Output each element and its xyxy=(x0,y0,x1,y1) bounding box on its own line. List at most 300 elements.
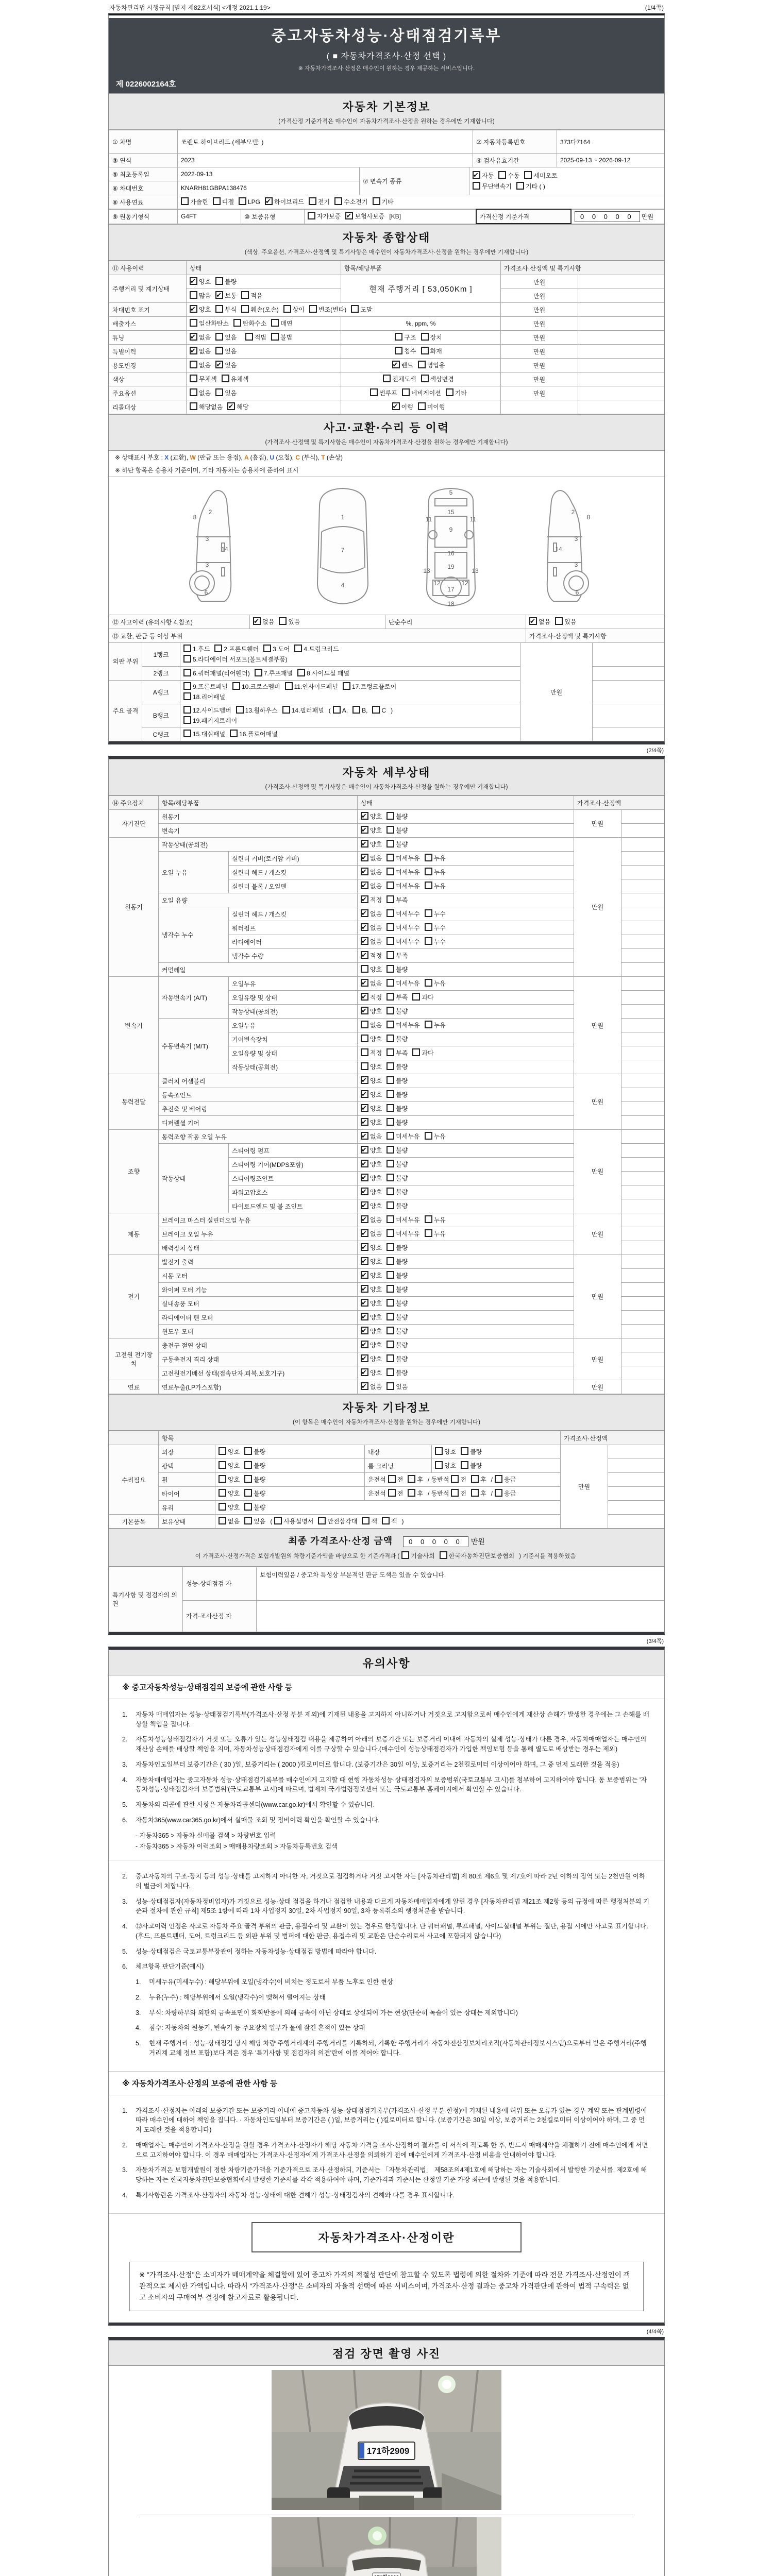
checkbox-option xyxy=(294,644,339,654)
checkbox[interactable] xyxy=(386,1285,394,1293)
checkbox-option xyxy=(352,705,367,716)
checkbox[interactable] xyxy=(318,1517,326,1524)
checkbox[interactable] xyxy=(362,1517,369,1524)
checkbox[interactable] xyxy=(219,1475,226,1483)
checkbox[interactable] xyxy=(383,375,391,382)
checkbox[interactable] xyxy=(274,1517,282,1524)
checkbox[interactable] xyxy=(425,868,432,875)
checkbox-label: 불량 xyxy=(396,1258,408,1266)
part-number: 12 xyxy=(461,580,468,587)
checkbox[interactable] xyxy=(386,1035,394,1042)
checkbox[interactable] xyxy=(190,291,197,299)
checkbox[interactable] xyxy=(345,212,353,219)
checkbox[interactable] xyxy=(386,937,394,945)
checkbox[interactable] xyxy=(386,1007,394,1014)
checkbox[interactable] xyxy=(282,706,290,714)
checkbox[interactable] xyxy=(361,1007,368,1014)
checkbox[interactable] xyxy=(395,347,402,354)
checkbox[interactable] xyxy=(402,388,410,396)
checkbox[interactable] xyxy=(529,617,537,625)
checkbox-label: 미세누유 xyxy=(396,980,420,988)
checkbox[interactable] xyxy=(190,402,197,410)
checkbox[interactable] xyxy=(183,645,191,652)
rank-label: 2랭크 xyxy=(142,666,180,680)
checkbox[interactable] xyxy=(392,402,400,410)
checkbox[interactable] xyxy=(386,1188,394,1195)
checkbox[interactable] xyxy=(361,951,368,959)
text-token: / xyxy=(491,1490,493,1498)
checkbox-label: 불량 xyxy=(470,1448,482,1456)
checkbox[interactable] xyxy=(386,854,394,861)
accident-history-label: ⑫ 사고이력 (유의사항 4.참조) xyxy=(109,615,250,629)
table-row xyxy=(109,1445,664,1459)
checkbox[interactable] xyxy=(361,1160,368,1167)
price-cell: 만원 xyxy=(501,386,578,400)
checkbox[interactable] xyxy=(244,1503,252,1511)
checkbox-option xyxy=(386,1104,408,1114)
price-note-cell xyxy=(593,680,664,704)
checkbox[interactable] xyxy=(361,1118,368,1126)
checkbox[interactable] xyxy=(215,333,223,341)
checkbox[interactable] xyxy=(524,171,532,179)
item-label: 광택 xyxy=(159,1459,215,1473)
checkbox[interactable] xyxy=(244,1489,252,1497)
checkbox-option xyxy=(190,277,211,287)
checkbox[interactable] xyxy=(244,1517,252,1524)
checkbox[interactable] xyxy=(395,333,402,341)
checkbox-label: 전 xyxy=(397,1476,404,1484)
checkbox-option xyxy=(451,1488,466,1499)
section-subtitle: (가격조사·산정액 및 특기사항은 매수인이 자동차가격조사·산정을 원하는 경우에만 기재합니다) xyxy=(265,784,508,791)
checkbox[interactable] xyxy=(361,937,368,945)
checkbox[interactable] xyxy=(215,291,223,299)
checkbox[interactable] xyxy=(361,909,368,917)
checkbox[interactable] xyxy=(215,388,223,396)
checkbox[interactable] xyxy=(361,1090,368,1098)
checkbox[interactable] xyxy=(446,388,453,396)
checkbox[interactable] xyxy=(473,182,480,190)
checkbox-option xyxy=(215,360,237,370)
price-note-cell xyxy=(621,1227,664,1241)
caution-item xyxy=(122,1897,651,1917)
checkbox[interactable] xyxy=(253,617,261,625)
checkbox[interactable] xyxy=(222,375,229,382)
checkbox-label: 없음 xyxy=(370,883,382,890)
checkbox[interactable] xyxy=(215,361,223,368)
checkbox[interactable] xyxy=(425,1132,432,1140)
checkbox[interactable] xyxy=(183,716,191,724)
checkbox-option xyxy=(214,644,259,654)
state-cell xyxy=(358,1199,574,1213)
checkbox[interactable] xyxy=(361,895,368,903)
checkbox[interactable] xyxy=(425,937,432,945)
checkbox[interactable] xyxy=(215,305,223,313)
checkbox[interactable] xyxy=(370,388,378,396)
checkbox[interactable] xyxy=(361,1146,368,1154)
checkbox[interactable] xyxy=(361,1313,368,1320)
checkbox-option xyxy=(361,1368,382,1378)
checkbox[interactable] xyxy=(244,1461,252,1469)
vin-value: KNARH81GBPA138476 xyxy=(178,181,360,195)
checkbox[interactable] xyxy=(361,1354,368,1362)
checkbox-label: 불량 xyxy=(396,1244,408,1252)
checkbox[interactable] xyxy=(412,1048,420,1056)
checkbox[interactable] xyxy=(373,197,380,205)
checkbox[interactable] xyxy=(386,1048,394,1056)
checkbox[interactable] xyxy=(255,669,262,676)
item-cell xyxy=(341,331,501,345)
checkbox[interactable] xyxy=(473,171,480,179)
checkbox[interactable] xyxy=(361,826,368,834)
checkbox[interactable] xyxy=(297,669,305,676)
checkbox-label: 불량 xyxy=(396,1300,408,1308)
checkbox[interactable] xyxy=(190,333,197,341)
checkbox[interactable] xyxy=(386,1118,394,1126)
price-note-cell xyxy=(621,977,664,991)
device-label: 자기진단 xyxy=(109,810,159,838)
checkbox[interactable] xyxy=(361,1229,368,1237)
checkbox[interactable] xyxy=(361,812,368,820)
checkbox[interactable] xyxy=(190,319,197,327)
checkbox[interactable] xyxy=(386,993,394,1001)
checkbox[interactable] xyxy=(361,1382,368,1390)
checkbox-option xyxy=(361,825,382,836)
price-note-cell xyxy=(621,1283,664,1297)
sub-item-label: 실린더 커버(로커암 커버) xyxy=(229,852,358,866)
final-price-note xyxy=(109,1551,664,1562)
checkbox[interactable] xyxy=(425,882,432,889)
checkbox[interactable] xyxy=(352,706,360,714)
item-label: 고전원전기배선 상태(접속단자,피복,보호기구) xyxy=(159,1366,358,1380)
text-token: ( xyxy=(270,1518,273,1526)
checkbox[interactable] xyxy=(361,1285,368,1293)
table-row xyxy=(109,977,664,991)
caution-section-2-title: ※ 자동차가격조사·산정의 보증에 관한 사항 등 xyxy=(109,2071,664,2095)
checkbox-option xyxy=(244,1447,265,1457)
checkbox[interactable] xyxy=(361,1076,368,1084)
checkbox[interactable] xyxy=(263,645,271,652)
state-cell xyxy=(358,1060,574,1074)
checkbox[interactable] xyxy=(183,669,191,676)
checkbox[interactable] xyxy=(386,1243,394,1251)
checkbox[interactable] xyxy=(361,882,368,889)
checkbox-option xyxy=(297,668,349,679)
field-label: ⑨ 원동기형식 xyxy=(109,209,178,224)
checkbox[interactable] xyxy=(361,1215,368,1223)
checkbox[interactable] xyxy=(361,1299,368,1307)
checkbox[interactable] xyxy=(386,1354,394,1362)
checkbox[interactable] xyxy=(361,1174,368,1181)
checkbox[interactable] xyxy=(425,979,432,987)
checkbox-option xyxy=(386,951,408,961)
checkbox[interactable] xyxy=(361,1021,368,1028)
checkbox[interactable] xyxy=(361,1048,368,1056)
checkbox[interactable] xyxy=(386,1257,394,1265)
caution-item-number: 1. xyxy=(122,1710,128,1718)
checkbox[interactable] xyxy=(425,1229,432,1237)
checkbox[interactable] xyxy=(386,1215,394,1223)
checkbox[interactable] xyxy=(425,1021,432,1028)
checkbox[interactable] xyxy=(351,305,359,313)
checkbox[interactable] xyxy=(516,182,524,190)
checkbox[interactable] xyxy=(361,868,368,875)
checkbox[interactable] xyxy=(418,361,426,368)
checkbox[interactable] xyxy=(233,319,241,327)
checkbox[interactable] xyxy=(421,375,429,382)
checkbox[interactable] xyxy=(495,1489,502,1497)
table-row xyxy=(109,1380,664,1394)
checkbox[interactable] xyxy=(386,868,394,875)
checkbox[interactable] xyxy=(386,1132,394,1140)
checkbox[interactable] xyxy=(388,1475,396,1483)
checkbox[interactable] xyxy=(361,993,368,1001)
checkbox[interactable] xyxy=(219,1461,226,1469)
checkbox[interactable] xyxy=(471,1489,479,1497)
checkbox[interactable] xyxy=(425,1215,432,1223)
checkbox[interactable] xyxy=(333,706,341,714)
checkbox[interactable] xyxy=(451,1475,459,1483)
caution-item-number: 5. xyxy=(122,1947,128,1955)
checkbox[interactable] xyxy=(190,375,197,382)
checkbox[interactable] xyxy=(215,347,223,354)
checkbox-label: 불량 xyxy=(396,1063,408,1071)
photo-rear-svg xyxy=(272,2517,501,2576)
checkbox[interactable] xyxy=(386,840,394,848)
checkbox[interactable] xyxy=(230,730,238,737)
checkbox-option xyxy=(333,705,348,716)
checkbox[interactable] xyxy=(271,333,279,341)
checkbox[interactable] xyxy=(361,854,368,861)
checkbox[interactable] xyxy=(244,1475,252,1483)
checkbox[interactable] xyxy=(361,1062,368,1070)
checkbox[interactable] xyxy=(213,197,221,205)
state-cell xyxy=(187,289,341,303)
checkbox[interactable] xyxy=(283,305,291,313)
checkbox[interactable] xyxy=(227,402,235,410)
checkbox[interactable] xyxy=(361,1327,368,1334)
caution-item-number: 2. xyxy=(122,2141,128,2149)
part-number: 4 xyxy=(341,582,345,589)
checkbox[interactable] xyxy=(386,1368,394,1376)
checkbox[interactable] xyxy=(421,333,429,341)
checkbox[interactable] xyxy=(401,1551,409,1559)
checkbox[interactable] xyxy=(245,333,253,341)
checkbox-option xyxy=(386,1382,408,1392)
photo-rear-underside xyxy=(272,2517,501,2576)
checkbox[interactable] xyxy=(386,979,394,987)
checkbox[interactable] xyxy=(440,1551,447,1559)
checkbox[interactable] xyxy=(215,277,223,285)
state-cell xyxy=(358,838,574,852)
checkbox[interactable] xyxy=(392,361,400,368)
checkbox-label: 불법 xyxy=(280,333,293,341)
checkbox[interactable] xyxy=(309,197,316,205)
col-header-price: 가격조사·산정액 xyxy=(561,1431,664,1445)
section-title: 자동차 세부상태 xyxy=(342,766,431,779)
checkbox[interactable] xyxy=(294,645,302,652)
checkbox[interactable] xyxy=(451,1489,459,1497)
checkbox[interactable] xyxy=(498,171,506,179)
checkbox[interactable] xyxy=(435,1461,443,1469)
checkbox[interactable] xyxy=(236,706,244,714)
price-note-cell xyxy=(621,810,664,824)
checkbox[interactable] xyxy=(219,1517,226,1524)
checkbox[interactable] xyxy=(361,1257,368,1265)
checkbox[interactable] xyxy=(386,1090,394,1098)
criteria-item xyxy=(136,2008,651,2018)
checkbox-option xyxy=(412,1048,433,1058)
checkbox[interactable] xyxy=(386,1021,394,1028)
state-cell xyxy=(358,907,574,921)
checkbox[interactable] xyxy=(361,840,368,848)
checkbox[interactable] xyxy=(386,1299,394,1307)
checkbox[interactable] xyxy=(343,682,350,690)
checkbox[interactable] xyxy=(361,1188,368,1195)
checkbox[interactable] xyxy=(308,212,315,219)
checkbox[interactable] xyxy=(495,1475,502,1483)
price-note-cell xyxy=(621,1116,664,1130)
checkbox[interactable] xyxy=(361,1368,368,1376)
checkbox[interactable] xyxy=(386,895,394,903)
checkbox[interactable] xyxy=(361,1271,368,1279)
checkbox[interactable] xyxy=(361,965,368,973)
checkbox[interactable] xyxy=(386,1201,394,1209)
checkbox[interactable] xyxy=(241,291,249,299)
checkbox[interactable] xyxy=(386,1313,394,1320)
checkbox-label: 11.인사이드패널 xyxy=(294,683,338,690)
checkbox-label: 불량 xyxy=(396,841,408,849)
checkbox[interactable] xyxy=(219,1503,226,1511)
price-cell: 만원 xyxy=(501,317,578,331)
checkbox[interactable] xyxy=(190,305,197,313)
checkbox[interactable] xyxy=(361,1243,368,1251)
checkbox[interactable] xyxy=(361,1104,368,1112)
checkbox-option xyxy=(425,1020,446,1030)
checkbox-option xyxy=(386,1048,408,1058)
part-number: 6 xyxy=(575,589,579,596)
checkbox[interactable] xyxy=(244,1447,252,1455)
usage-label: 색상 xyxy=(109,372,187,386)
checkbox[interactable] xyxy=(412,993,420,1001)
checkbox[interactable] xyxy=(214,645,222,652)
checkbox[interactable] xyxy=(183,730,191,737)
checkbox-label: 7.루프패널 xyxy=(263,669,293,677)
checkbox-option xyxy=(219,1502,240,1513)
checkbox[interactable] xyxy=(435,1447,443,1455)
checkbox[interactable] xyxy=(386,1229,394,1237)
checkbox-label: 양호 xyxy=(370,1105,382,1113)
price-note-cell xyxy=(621,1144,664,1158)
checkbox[interactable] xyxy=(239,197,246,205)
checkbox[interactable] xyxy=(190,277,197,285)
checkbox[interactable] xyxy=(309,305,317,313)
checkbox[interactable] xyxy=(181,197,189,205)
checkbox[interactable] xyxy=(183,682,191,690)
checkbox[interactable] xyxy=(232,682,240,690)
checkbox-label: 누유 xyxy=(433,855,446,862)
checkbox[interactable] xyxy=(555,617,563,625)
checkbox[interactable] xyxy=(386,951,394,959)
checkbox-label: 양호 xyxy=(199,278,211,285)
checkbox[interactable] xyxy=(386,1160,394,1167)
checkbox[interactable] xyxy=(271,319,279,327)
checkbox-label: 양호 xyxy=(370,1091,382,1099)
checkbox[interactable] xyxy=(461,1447,468,1455)
checkbox[interactable] xyxy=(386,1062,394,1070)
checkbox-label: 양호 xyxy=(370,1272,382,1280)
col-header-price: 가격조사·산정액 xyxy=(574,796,664,810)
checkbox[interactable] xyxy=(386,1104,394,1112)
checkbox[interactable] xyxy=(361,923,368,931)
price-note-cell xyxy=(621,1032,664,1046)
checkbox[interactable] xyxy=(425,923,432,931)
checkbox[interactable] xyxy=(183,706,191,714)
checkbox[interactable] xyxy=(471,1475,479,1483)
checkbox[interactable] xyxy=(190,361,197,368)
checkbox[interactable] xyxy=(386,965,394,973)
photos-header xyxy=(109,2340,664,2366)
checkbox[interactable] xyxy=(241,305,249,313)
wide-state-cell xyxy=(365,1473,561,1487)
checkbox[interactable] xyxy=(219,1489,226,1497)
checkbox[interactable] xyxy=(183,692,191,700)
checkbox[interactable] xyxy=(386,923,394,931)
checkbox[interactable] xyxy=(361,1201,368,1209)
checkbox-option xyxy=(361,1159,382,1170)
checkbox[interactable] xyxy=(418,402,426,410)
checkbox[interactable] xyxy=(425,909,432,917)
state-cell xyxy=(358,1380,574,1394)
checkbox[interactable] xyxy=(386,1076,394,1084)
checkbox-label: 양호 xyxy=(370,1063,382,1071)
checkbox-option xyxy=(418,402,445,412)
checkbox[interactable] xyxy=(386,1174,394,1181)
price-cell xyxy=(501,400,578,414)
checkbox[interactable] xyxy=(382,1517,390,1524)
state-cell xyxy=(358,1269,574,1283)
checkbox[interactable] xyxy=(285,682,293,690)
checkbox[interactable] xyxy=(183,655,191,663)
checkbox[interactable] xyxy=(386,882,394,889)
checkbox[interactable] xyxy=(361,1035,368,1042)
checkbox[interactable] xyxy=(190,388,197,396)
checkbox[interactable] xyxy=(386,1382,394,1390)
checkbox[interactable] xyxy=(388,1489,396,1497)
checkbox[interactable] xyxy=(425,854,432,861)
checkbox-option xyxy=(361,1090,382,1100)
checkbox[interactable] xyxy=(279,617,287,625)
checkbox[interactable] xyxy=(386,1271,394,1279)
checkbox[interactable] xyxy=(334,197,342,205)
checkbox[interactable] xyxy=(386,1327,394,1334)
checkbox[interactable] xyxy=(461,1461,468,1469)
checkbox[interactable] xyxy=(386,812,394,820)
checkbox[interactable] xyxy=(386,826,394,834)
checkbox[interactable] xyxy=(386,1341,394,1348)
checkbox[interactable] xyxy=(265,197,273,205)
checkbox[interactable] xyxy=(408,1489,415,1497)
checkbox[interactable] xyxy=(190,347,197,354)
checkbox[interactable] xyxy=(361,1132,368,1140)
checkbox[interactable] xyxy=(372,706,380,714)
checkbox[interactable] xyxy=(219,1447,226,1455)
checkbox[interactable] xyxy=(421,347,429,354)
checkbox[interactable] xyxy=(361,1341,368,1348)
checkbox[interactable] xyxy=(386,1146,394,1154)
checkbox[interactable] xyxy=(386,909,394,917)
checkbox[interactable] xyxy=(361,979,368,987)
checkbox[interactable] xyxy=(408,1475,415,1483)
